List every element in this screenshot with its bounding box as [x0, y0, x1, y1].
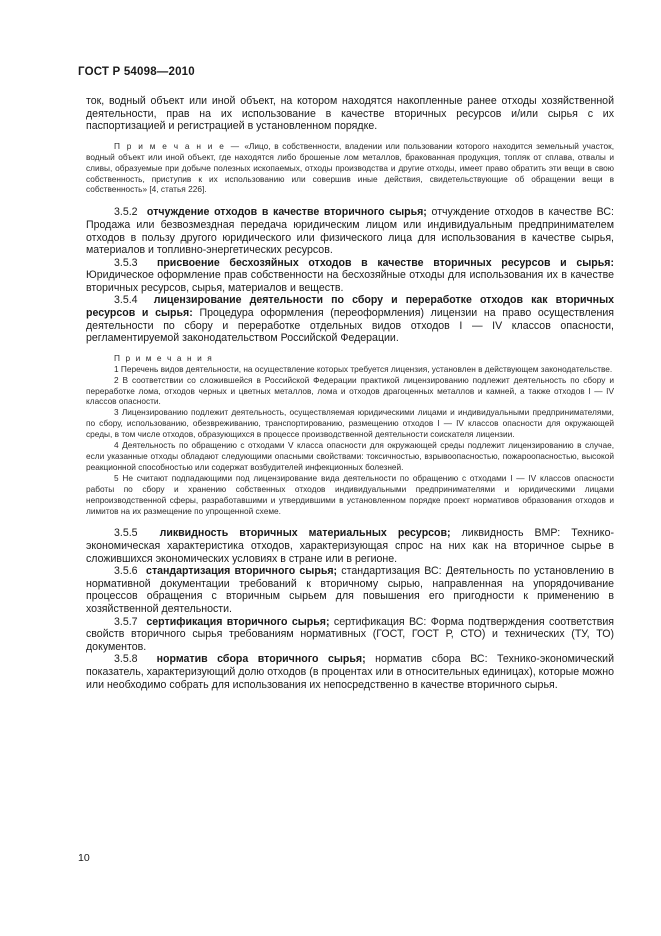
item-number: 3.5.3 [114, 256, 138, 269]
item-definition: Юридическое оформление прав собственности на бесхозяйные отходы для использования их в качестве вторичных ресурсов, сырья, материалов и веществ. [86, 269, 614, 294]
item-number: 3.5.4 [114, 294, 138, 307]
item-number: 3.5.5 [114, 527, 138, 540]
definition-3-5-2 [86, 206, 614, 256]
item-term: присвоение бесхозяйных отходов в качестве вторичных ресурсов и сырья: [156, 256, 614, 269]
item-definition: стандартизация ВС: Деятельность по установлению в нормативной документации требований к вторичному сырью, направленная на упорядочивание процессов обращения с вторичным сырьем для повышения его пригодности к применению в хозяйственной деятельности. [86, 565, 614, 615]
note-item: 5 Не считают подпадающими под лицензирование вида деятельности по обращению с отходами I — IV классов опасности работы по сбору и хранению собственных отходов индивидуальными предпринимателями и юридическими лицами непроизводственной сферы, разработавшими и утвердившими в установленном порядке проект нормативов образования отходов и лимитов на их размещение по упрощенной схеме. [86, 472, 614, 516]
item-term: стандартизация вторичного сырья; [146, 565, 338, 578]
note-item: 1 Перечень видов деятельности, на осуществление которых требуется лицензия, установлен в действующем законодательстве. [114, 363, 613, 374]
item-term: норматив сбора вторичного сырья; [156, 653, 366, 666]
item-number: 3.5.6 [114, 565, 138, 578]
note-item: 3 Лицензированию подлежит деятельность, осуществляемая юридическими лицами и индивидуальными предпринимателями, по сбору, использованию, обезвреживанию, транспортированию, размещению отходов I — IV классов опасности для окружающей среды, в том числе отходов, образующихся в процессе производственной деятельности соискателя лицензии. [86, 407, 614, 440]
item-definition: ликвидность ВМР: Технико-экономическая характеристика отходов, характеризующая спрос на них как на вторичное сырье в сложившихся экономических условиях в стране или в регионе. [86, 527, 614, 565]
note-text: «Лицо, в собственности, владении или пользовании которого находится земельный участок, водный объект или иной объект, где находятся либо брошеные лом металлов, бракованная продукция, топляк от сплава, отвалы и сливы, образуемые при добыче полезных ископаемых, отходы производства и другие отходы, имеет право обратить эти вещи в свою собственность, приступив к их использованию или совершив иные действия, свидетельствующие об обращении вещи в собственность» [4, статья 226]. [86, 140, 615, 195]
page-content [86, 95, 614, 691]
note-item: 4 Деятельность по обращению с отходами V класса опасности для окружающей среды подлежит лицензированию в случае, если указанные отходы обладают следующими опасными свойствами: токсичностью, взрывоопасностью, пожароопасностью, высокой реакционной способностью или содержат возбудителей инфекционных болезней. [86, 440, 614, 472]
item-definition: Процедура оформления (переоформления) лицензии на право осуществления деятельности по сбору и переработке отдельных видов отходов I — IV классов опасности, регламентируемой законодательством Российской Федерации. [86, 307, 614, 345]
item-definition: сертификация ВС: Форма подтверждения соответствия свойств вторичного сырья требованиям нормативных (ГОСТ, ГОСТ Р, СТО) и технических (ТУ, ТО) документов. [86, 615, 615, 653]
page-number: 10 [78, 852, 90, 864]
definition-3-5-3 [86, 257, 614, 295]
item-definition: отчуждение отходов в качестве ВС: Продажа или безвозмездная передача юридическим лицом или индивидуальным предпринимателем отходов в пользу другого юридического или физического лица для использования в качестве сырья, материалов и топливно-энергетических ресурсов. [86, 206, 614, 257]
note-item: 2 В соответствии со сложившейся в Российской Федерации практикой лицензированию подлежит деятельность по сбору и переработке лома, отходов черных и цветных металлов, лома и отходов драгоценных металлов и камней, а также отходов I — IV классов опасности. [86, 374, 614, 407]
note-property [86, 141, 614, 196]
definition-3-5-5 [86, 527, 614, 565]
definition-3-5-7 [86, 616, 614, 654]
item-definition: норматив сбора ВС: Технико-экономический показатель, характеризующий долю отходов (в процентах или в относительных единицах), которые можно или необходимо собрать для использования их непосредственно в качестве вторичного сырья. [86, 653, 614, 691]
item-number: 3.5.8 [114, 653, 138, 666]
standard-header: ГОСТ Р 54098—2010 [78, 66, 195, 78]
note-label: П р и м е ч а н и е — [114, 140, 241, 151]
item-term: ликвидность вторичных материальных ресурсов; [159, 527, 451, 540]
item-term: лицензирование деятельности по сбору и переработке отходов как вторичных ресурсов и сырья: [86, 294, 615, 320]
item-term: отчуждение отходов в качестве вторичного сырья; [146, 206, 427, 219]
item-number: 3.5.2 [114, 206, 138, 219]
item-term: сертификация вторичного сырья; [146, 615, 330, 628]
definition-3-5-8 [86, 653, 614, 691]
definition-3-5-6 [86, 565, 614, 615]
notes-title: П р и м е ч а н и я [114, 352, 214, 363]
definition-3-5-4 [86, 294, 614, 344]
continuation-paragraph: ток, водный объект или иной объект, на котором находятся накопленные ранее отходы хозяйственной деятельности, прав на их использование в качестве вторичных ресурсов и/или сырья с их паспортизацией и регистрацией в установленном порядке. [86, 95, 614, 133]
item-number: 3.5.7 [114, 615, 138, 628]
